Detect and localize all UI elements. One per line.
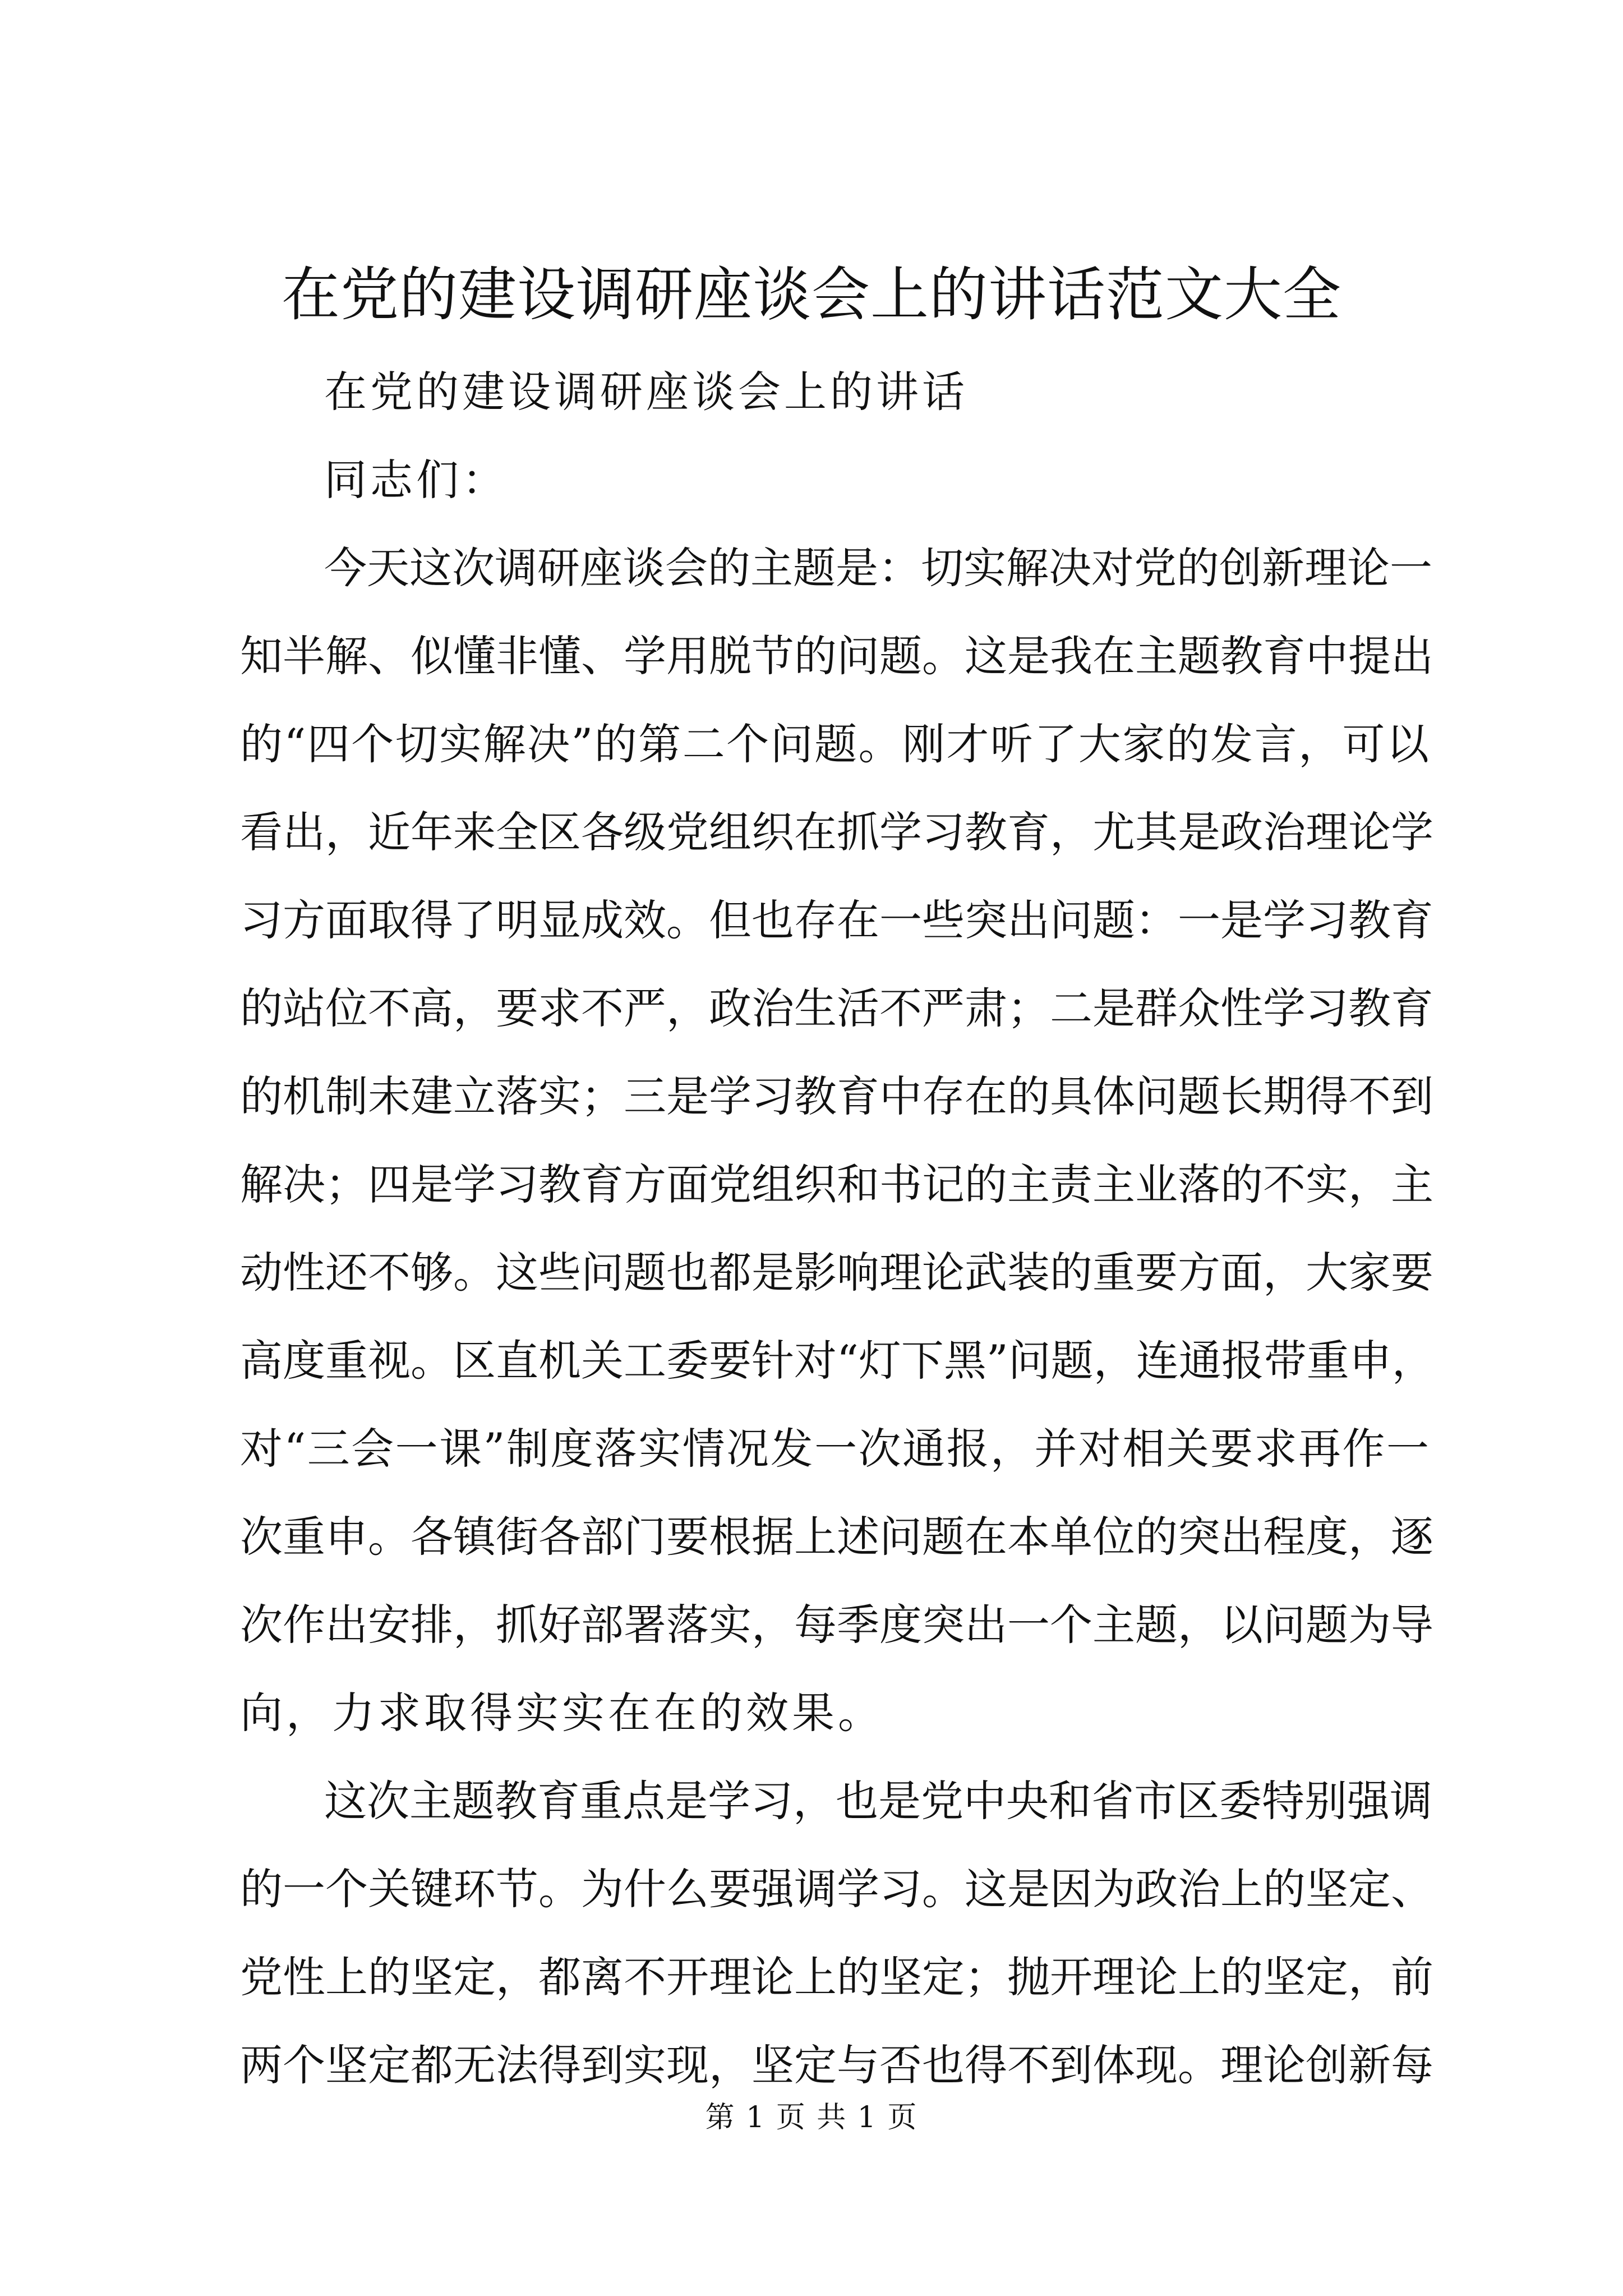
paragraph-line: 的站位不高，要求不严，政治生活不严肃；二是群众性学习教育 xyxy=(240,983,1433,1033)
page-footer: 第 1 页 共 1 页 xyxy=(705,2101,918,2134)
paragraph-line: 党性上的坚定，都离不开理论上的坚定；抛开理论上的坚定，前 xyxy=(240,1952,1433,2002)
paragraph-line: 解决；四是学习教育方面党组织和书记的主责主业落的不实，主 xyxy=(240,1159,1433,1209)
paragraph-line: 这次主题教育重点是学习，也是党中央和省市区委特别强调 xyxy=(324,1776,1432,1826)
paragraph-line: 习方面取得了明显成效。但也存在一些突出问题：一是学习教育 xyxy=(240,895,1433,945)
paragraph-line: 的“四个切实解决”的第二个问题。刚才听了大家的发言，可以 xyxy=(240,719,1429,769)
paragraph-line: 高度重视。区直机关工委要针对“灯下黑”问题，连通报带重申， xyxy=(240,1336,1435,1386)
paragraph-line: 向，力求取得实实在在的效果。 xyxy=(240,1688,884,1738)
paragraph-line: 的机制未建立落实；三是学习教育中存在的具体问题长期得不到 xyxy=(240,1071,1433,1121)
paragraph-line: 动性还不够。这些问题也都是影响理论武装的重要方面，大家要 xyxy=(240,1248,1433,1297)
document-title: 在党的建设调研座谈会上的讲话范文大全 xyxy=(281,260,1341,329)
paragraph-line: 知半解、似懂非懂、学用脱节的问题。这是我在主题教育中提出 xyxy=(240,631,1433,681)
subtitle-line: 在党的建设调研座谈会上的讲话 xyxy=(324,367,968,417)
paragraph-line: 两个坚定都无法得到实现，坚定与否也得不到体现。理论创新每 xyxy=(240,2040,1433,2090)
paragraph-line: 次重申。各镇街各部门要根据上述问题在本单位的突出程度，逐 xyxy=(240,1512,1433,1562)
paragraph-line: 今天这次调研座谈会的主题是：切实解决对党的创新理论一 xyxy=(324,543,1432,593)
document-body xyxy=(240,348,1435,2109)
paragraph-line: 看出，近年来全区各级党组织在抓学习教育，尤其是政治理论学 xyxy=(240,807,1433,857)
paragraph-line: 对“三会一课”制度落实情况发一次通报，并对相关要求再作一 xyxy=(240,1424,1429,1474)
paragraph-line: 次作出安排，抓好部署落实，每季度突出一个主题，以问题为导 xyxy=(240,1600,1433,1650)
paragraph-line: 的一个关键环节。为什么要强调学习。这是因为政治上的坚定、 xyxy=(240,1864,1433,1914)
salutation-line: 同志们： xyxy=(324,455,508,505)
